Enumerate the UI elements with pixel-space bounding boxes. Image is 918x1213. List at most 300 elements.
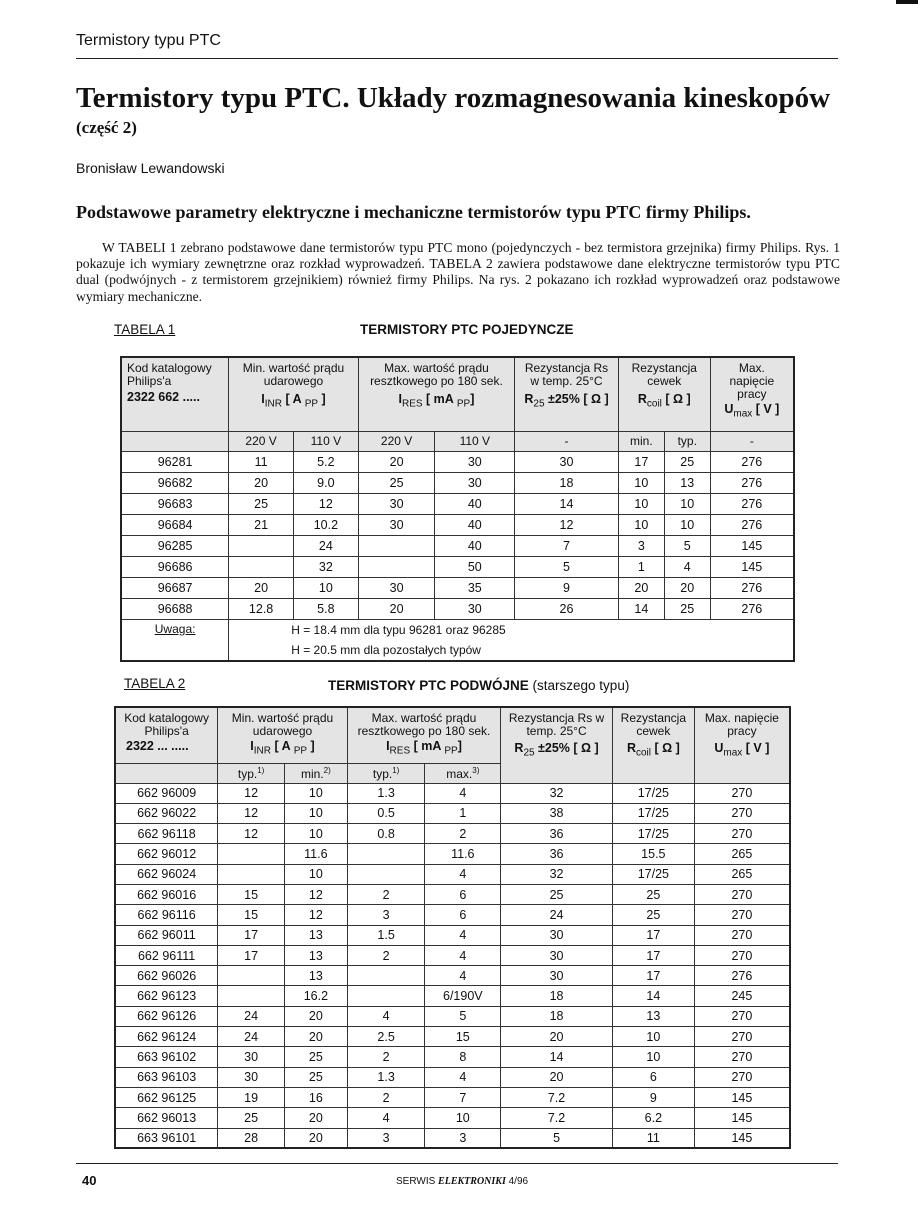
table2-header-row: [115, 707, 790, 763]
table-cell: 270: [694, 1067, 790, 1087]
table-cell: 25: [284, 1067, 347, 1087]
author: Bronisław Lewandowski: [76, 160, 225, 176]
t2-sub-b-sup: 2): [323, 765, 331, 775]
t2-sub-a-text: typ.: [237, 766, 258, 781]
table-row: [115, 783, 790, 803]
table-cell: 30: [218, 1047, 285, 1067]
table-cell: 20: [501, 1067, 613, 1087]
t1-ires-end: ]: [470, 392, 475, 406]
table-cell: [347, 844, 425, 864]
table-cell: 7.2: [501, 1108, 613, 1128]
table-cell: 30: [501, 925, 613, 945]
table1-label: TABELA 1: [114, 322, 176, 337]
table-cell: 2: [347, 945, 425, 965]
table-cell: 10: [284, 864, 347, 884]
table-cell: 40: [435, 535, 515, 556]
table-row: [115, 1047, 790, 1067]
t2-ires-l1: Max. wartość prądu: [371, 711, 477, 725]
table-row: [121, 598, 794, 619]
scan-edge-mark: [896, 0, 918, 4]
t2-u-unit: [ V ]: [742, 741, 770, 755]
table-cell: 9.0: [293, 472, 358, 493]
table-cell: 7.2: [501, 1087, 613, 1107]
t2-ires-sub: RES: [389, 745, 411, 757]
t1-u-sub: max: [733, 408, 753, 420]
t1-ires-unit: [ mA: [422, 392, 457, 406]
table-cell: 24: [501, 905, 613, 925]
table-cell: 16.2: [284, 986, 347, 1006]
table-cell: 5: [664, 535, 710, 556]
t1-u-l1: Max.: [738, 361, 765, 375]
table-cell: 10: [618, 472, 664, 493]
table-cell: 5: [515, 556, 619, 577]
table-row: [115, 925, 790, 945]
running-header: Termistory typu PTC: [76, 32, 221, 49]
table-cell: 30: [501, 945, 613, 965]
t2-sub-c-text: typ.: [372, 766, 393, 781]
table-cell: 12.8: [229, 598, 294, 619]
catalog-code-cell: 662 96013: [115, 1108, 218, 1128]
table-row: [115, 824, 790, 844]
table-cell: 40: [435, 493, 515, 514]
table-cell: 14: [618, 598, 664, 619]
table-cell: 30: [435, 598, 515, 619]
table-cell: 270: [694, 1006, 790, 1026]
article-title: Termistory typu PTC. Układy rozmagnesowania kineskopów: [76, 82, 831, 114]
table-cell: 36: [501, 844, 613, 864]
table-cell: 265: [694, 864, 790, 884]
table-cell: 25: [218, 1108, 285, 1128]
table-cell: 3: [618, 535, 664, 556]
table-cell: 20: [664, 577, 710, 598]
table-cell: 25: [612, 905, 694, 925]
table-cell: 9: [515, 577, 619, 598]
table-cell: 36: [501, 824, 613, 844]
t1-sub-cell: 220 V: [229, 431, 294, 451]
t2-sub-a-sup: 1): [257, 765, 265, 775]
table-cell: 6: [425, 884, 501, 904]
table-cell: 276: [710, 493, 794, 514]
footer-prefix: SERWIS: [396, 1176, 439, 1187]
table-row: [121, 493, 794, 514]
catalog-code-cell: 662 96124: [115, 1027, 218, 1047]
table-row: [121, 577, 794, 598]
table-cell: 10: [284, 803, 347, 823]
table-cell: 17: [612, 966, 694, 986]
catalog-code-cell: 96688: [121, 598, 229, 619]
table-cell: 25: [664, 598, 710, 619]
table2-body: [115, 783, 790, 1148]
table-cell: 40: [435, 514, 515, 535]
footer-issue: 4/96: [505, 1176, 529, 1187]
table-cell: 11: [229, 451, 294, 472]
table-cell: 20: [284, 1006, 347, 1026]
t1-col-rs: [515, 357, 619, 431]
table-cell: 5.2: [293, 451, 358, 472]
table-cell: 245: [694, 986, 790, 1006]
t1-rc-sym: R: [637, 392, 647, 406]
table-cell: 145: [710, 535, 794, 556]
table-cell: 11: [612, 1128, 694, 1148]
t1-code-l3: 2322 662 .....: [127, 390, 200, 404]
table-cell: 25: [284, 1047, 347, 1067]
table-row: [115, 1108, 790, 1128]
table-cell: 30: [501, 966, 613, 986]
t2-ires-unit: [ mA: [410, 739, 445, 753]
magazine-footer: [396, 1176, 528, 1187]
table-cell: 15: [218, 884, 285, 904]
t2-rc-sym: R: [626, 741, 636, 755]
t2-code-l2: Philips'a: [144, 724, 189, 738]
t1-rc-sub: coil: [646, 398, 662, 410]
catalog-code-cell: 662 96009: [115, 783, 218, 803]
table-cell: 276: [710, 598, 794, 619]
table-row: [115, 1006, 790, 1026]
t1-note-line1: H = 18.4 mm dla typu 96281 oraz 96285: [291, 622, 506, 637]
table-cell: 19: [218, 1087, 285, 1107]
table-cell: 4: [347, 1006, 425, 1026]
table-cell: 12: [284, 905, 347, 925]
table-cell: 2: [425, 824, 501, 844]
table-cell: 17/25: [612, 803, 694, 823]
catalog-code-cell: 662 96016: [115, 884, 218, 904]
article-subtitle: (część 2): [76, 118, 137, 137]
t2-sub-b: [284, 763, 347, 783]
catalog-code-cell: 662 96125: [115, 1087, 218, 1107]
table-cell: 270: [694, 945, 790, 965]
t2-sub-b-text: min.: [300, 766, 324, 781]
catalog-code-cell: 662 96026: [115, 966, 218, 986]
t2-sub-d-text: max.: [446, 766, 473, 781]
t1-ires-sub: RES: [402, 398, 423, 410]
t1-u-unit: [ V ]: [752, 402, 780, 416]
table-cell: 4: [425, 945, 501, 965]
table-row: [115, 986, 790, 1006]
t1-inr-sub2: PP: [304, 398, 319, 410]
table1-subheader-row: [121, 431, 794, 451]
table-cell: 13: [284, 945, 347, 965]
table-cell: 25: [358, 472, 435, 493]
table-cell: 15.5: [612, 844, 694, 864]
table-cell: 10: [664, 514, 710, 535]
table-cell: 12: [284, 884, 347, 904]
table-cell: 11.6: [425, 844, 501, 864]
t2-col-ires: [347, 707, 500, 763]
t2-rs-sym: R: [514, 741, 524, 755]
table-row: [115, 945, 790, 965]
table-cell: 1: [618, 556, 664, 577]
t2-ires-l2: resztkowego po 180 sek.: [357, 724, 491, 738]
catalog-code-cell: 96281: [121, 451, 229, 472]
table-cell: 17/25: [612, 864, 694, 884]
table-cell: 4: [664, 556, 710, 577]
t2-inr-sub: INR: [253, 745, 272, 757]
t1-sub-cell: 110 V: [293, 431, 358, 451]
table-cell: 30: [358, 493, 435, 514]
table-cell: 20: [284, 1128, 347, 1148]
t2-col-inr: [218, 707, 348, 763]
t2-inr-l1: Min. wartość prądu: [231, 711, 334, 725]
table-cell: 1.3: [347, 783, 425, 803]
table-row: [115, 1128, 790, 1148]
t1-inr-l2: udarowego: [263, 374, 324, 388]
t1-ires-l1: Max. wartość prądu: [384, 361, 489, 375]
t2-sub-a: [218, 763, 285, 783]
table1-body: [121, 451, 794, 619]
table-cell: 25: [501, 884, 613, 904]
table1-caption: TERMISTORY PTC POJEDYNCZE: [360, 322, 574, 337]
catalog-code-cell: 662 96012: [115, 844, 218, 864]
table2: [114, 706, 791, 1149]
t1-u-l3: pracy: [737, 387, 767, 401]
table-cell: 1: [425, 803, 501, 823]
t2-ires-sym: I: [386, 739, 390, 753]
table-cell: 276: [710, 514, 794, 535]
t1-rc-l1: Rezystancja: [631, 361, 697, 375]
footer-rule: [76, 1163, 838, 1164]
table-row: [115, 905, 790, 925]
table-cell: 13: [284, 966, 347, 986]
table-cell: [358, 535, 435, 556]
table-cell: 10: [618, 493, 664, 514]
table-cell: 12: [218, 824, 285, 844]
table1: [120, 356, 795, 662]
table-cell: 14: [501, 1047, 613, 1067]
t2-col-rcoil: [612, 707, 694, 783]
t1-u-sym: U: [724, 402, 734, 416]
table-cell: 30: [515, 451, 619, 472]
table-cell: 5: [425, 1006, 501, 1026]
table-cell: 6/190V: [425, 986, 501, 1006]
table-cell: 265: [694, 844, 790, 864]
t2-sub-d: [425, 763, 501, 783]
table-row: [115, 884, 790, 904]
table-cell: 6.2: [612, 1108, 694, 1128]
table-row: [121, 514, 794, 535]
table-cell: 13: [284, 925, 347, 945]
table-row: [121, 472, 794, 493]
table-cell: 145: [694, 1128, 790, 1148]
table-cell: 14: [515, 493, 619, 514]
table-cell: [218, 844, 285, 864]
table-cell: 20: [358, 598, 435, 619]
catalog-code-cell: 662 96024: [115, 864, 218, 884]
table-cell: 6: [612, 1067, 694, 1087]
table-cell: 20: [618, 577, 664, 598]
table-cell: 11.6: [284, 844, 347, 864]
t1-rs-l2: w temp. 25°C: [530, 374, 603, 388]
t1-col-inr: [229, 357, 359, 431]
table-cell: 1.5: [347, 925, 425, 945]
t2-rc-unit: [ Ω ]: [650, 741, 680, 755]
table-cell: 20: [229, 577, 294, 598]
table-cell: 15: [218, 905, 285, 925]
table-cell: 17/25: [612, 783, 694, 803]
table-cell: 32: [501, 864, 613, 884]
table-cell: 12: [293, 493, 358, 514]
table-cell: 18: [501, 986, 613, 1006]
t2-sub-blank: [115, 763, 218, 783]
t2-rc-l1: Rezystancja: [620, 711, 687, 725]
table-cell: 2.5: [347, 1027, 425, 1047]
table-cell: 270: [694, 884, 790, 904]
t1-ires-sym: I: [398, 392, 403, 406]
t2-col-rs: [501, 707, 613, 783]
table-cell: 276: [710, 472, 794, 493]
table-cell: 270: [694, 783, 790, 803]
table-cell: 270: [694, 905, 790, 925]
table-cell: 10: [612, 1047, 694, 1067]
table-cell: 4: [425, 925, 501, 945]
table-cell: 276: [710, 451, 794, 472]
table-cell: 20: [501, 1027, 613, 1047]
t2-col-umax: [694, 707, 790, 783]
table-cell: 0.5: [347, 803, 425, 823]
table-cell: 18: [501, 1006, 613, 1026]
table-cell: 270: [694, 925, 790, 945]
table-cell: 10: [284, 783, 347, 803]
table-cell: 4: [425, 864, 501, 884]
table-cell: [347, 966, 425, 986]
t2-rs-unit: ±25% [ Ω ]: [534, 741, 599, 755]
t1-sub-cell: -: [515, 431, 619, 451]
table-cell: 2: [347, 1047, 425, 1067]
table-cell: 20: [284, 1027, 347, 1047]
table-cell: 20: [358, 451, 435, 472]
footer-brand: ELEKTRONIKI: [438, 1176, 506, 1187]
t1-rs-l1: Rezystancja Rs: [524, 361, 609, 375]
table-cell: 1.3: [347, 1067, 425, 1087]
table-cell: 17: [612, 945, 694, 965]
catalog-code-cell: 96683: [121, 493, 229, 514]
catalog-code-cell: 662 96123: [115, 986, 218, 1006]
table-cell: 17: [218, 945, 285, 965]
table-cell: 35: [435, 577, 515, 598]
t1-col-ires: [358, 357, 514, 431]
table-row: [115, 966, 790, 986]
table-row: [115, 1087, 790, 1107]
table-row: [115, 803, 790, 823]
t2-caption-bold: TERMISTORY PTC PODWÓJNE: [328, 678, 529, 693]
table-cell: 4: [347, 1108, 425, 1128]
t2-rs-sub: 25: [523, 747, 535, 759]
t2-inr-sub2: PP: [293, 745, 308, 757]
table-cell: 10: [425, 1108, 501, 1128]
table-cell: 30: [435, 472, 515, 493]
table-cell: 5.8: [293, 598, 358, 619]
table-cell: 20: [284, 1108, 347, 1128]
table-cell: 30: [435, 451, 515, 472]
table-cell: 24: [218, 1027, 285, 1047]
table-cell: [218, 986, 285, 1006]
t2-u-sub: max: [723, 747, 743, 759]
catalog-code-cell: 663 96101: [115, 1128, 218, 1148]
t1-rs-unit: ±25% [ Ω ]: [544, 392, 609, 406]
t1-sub-cell: 220 V: [358, 431, 435, 451]
table-cell: 26: [515, 598, 619, 619]
catalog-code-cell: 96682: [121, 472, 229, 493]
table-cell: 4: [425, 783, 501, 803]
table-cell: 10: [612, 1027, 694, 1047]
t2-code-l3: 2322 ... .....: [126, 739, 189, 753]
table-cell: 10.2: [293, 514, 358, 535]
table-row: [115, 864, 790, 884]
table-cell: 276: [694, 966, 790, 986]
t1-rc-unit: [ Ω ]: [661, 392, 691, 406]
t1-ires-sub2: PP: [456, 398, 471, 410]
table-cell: 25: [229, 493, 294, 514]
table-cell: 16: [284, 1087, 347, 1107]
table-cell: 8: [425, 1047, 501, 1067]
table-cell: 270: [694, 1027, 790, 1047]
table-row: [121, 556, 794, 577]
table1-header-row: [121, 357, 794, 431]
table-cell: 12: [515, 514, 619, 535]
table-cell: 24: [293, 535, 358, 556]
table-cell: 17: [218, 925, 285, 945]
t2-code-l1: Kod katalogowy: [124, 711, 209, 725]
t1-note: [229, 619, 794, 661]
table-cell: [358, 556, 435, 577]
t2-sub-c: [347, 763, 425, 783]
t2-u-l1: Max. napięcie: [704, 711, 779, 725]
table-cell: 5: [501, 1128, 613, 1148]
table-cell: 21: [229, 514, 294, 535]
catalog-code-cell: 662 96116: [115, 905, 218, 925]
t2-u-l2: pracy: [727, 724, 757, 738]
catalog-code-cell: 96687: [121, 577, 229, 598]
table-cell: 3: [425, 1128, 501, 1148]
table-row: [115, 844, 790, 864]
t1-u-l2: napięcie: [729, 374, 775, 388]
table-cell: 15: [425, 1027, 501, 1047]
table-cell: 24: [218, 1006, 285, 1026]
catalog-code-cell: 663 96103: [115, 1067, 218, 1087]
catalog-code-cell: 662 96011: [115, 925, 218, 945]
catalog-code-cell: 96686: [121, 556, 229, 577]
t2-ires-sub2: PP: [444, 745, 458, 757]
table-cell: 4: [425, 1067, 501, 1087]
table-cell: 32: [501, 783, 613, 803]
table-cell: [229, 535, 294, 556]
t2-sub-d-sup: 3): [472, 765, 480, 775]
page-number: 40: [82, 1173, 97, 1188]
section-title: Podstawowe parametry elektryczne i mechaniczne termistorów typu PTC firmy Philips.: [76, 202, 751, 222]
table-cell: 0.8: [347, 824, 425, 844]
table-cell: [218, 864, 285, 884]
t2-ires-end: ]: [457, 739, 462, 753]
t1-inr-end: ]: [318, 392, 326, 406]
table-cell: 276: [710, 577, 794, 598]
table-cell: [218, 966, 285, 986]
t1-rc-l2: cewek: [647, 374, 682, 388]
table-cell: 38: [501, 803, 613, 823]
table-cell: 270: [694, 824, 790, 844]
t2-inr-sym: I: [250, 739, 254, 753]
catalog-code-cell: 96684: [121, 514, 229, 535]
table-cell: 3: [347, 1128, 425, 1148]
table-cell: 30: [218, 1067, 285, 1087]
intro-paragraph: W TABELI 1 zebrano podstawowe dane termistorów typu PTC mono (pojedynczych - bez termistora grzejnika) firmy Philips. Rys. 1 pokazuje ich wymiary zewnętrzne oraz rozkład wyprowadzeń. TABELA 2 zawiera podstawowe dane elektryczne termistorów typu PTC dual (podwójnych - z termistorem grzejnikiem) również firmy Philips. Na rys. 2 pokazano ich rozkład wyprowadzeń oraz podstawowe wymiary mechaniczne.: [76, 240, 840, 304]
t1-inr-l1: Min. wartość prądu: [242, 361, 345, 375]
table2-label: TABELA 2: [124, 676, 186, 691]
t2-caption-rest: (starszego typu): [528, 678, 630, 693]
t2-rc-sub: coil: [635, 747, 651, 759]
t1-sub-blank: [121, 431, 229, 451]
table-cell: 145: [694, 1087, 790, 1107]
table-cell: 30: [358, 577, 435, 598]
t1-code-l2: Philips'a: [127, 374, 172, 388]
